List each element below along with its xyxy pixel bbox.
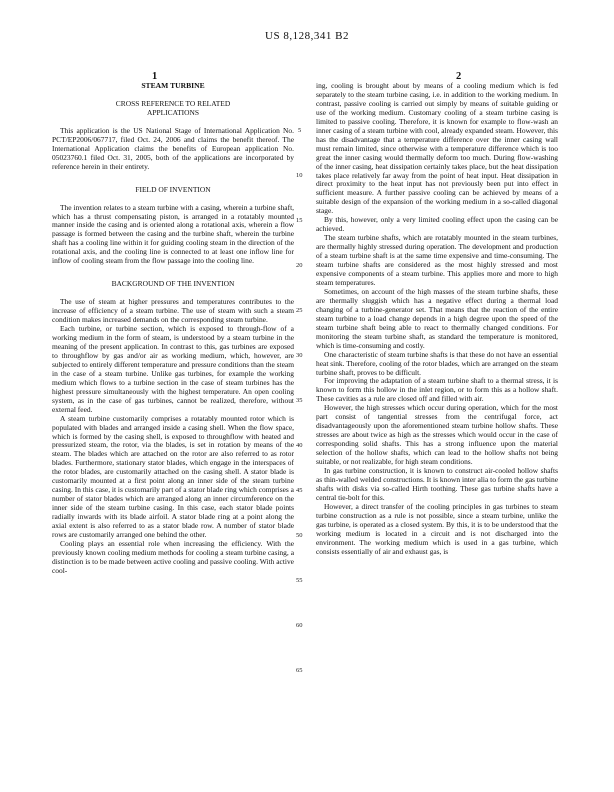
body-paragraph: Sometimes, on account of the high masses of the steam turbine shafts, these are thermally sluggish which has a negative effect during a thermal load changing of a turbine-generator set. That means that the reaction of the entire steam turbine to a load change depends in a high degree upon the speed of the steam turbine shaft being able to react to thermally changed conditions. For monitoring the steam turbine shaft, as standard the temperature is monitored, which is time-consuming and costly.: [316, 286, 558, 350]
line-number: 55: [296, 577, 303, 584]
right-column: [316, 82, 558, 557]
body-paragraph: In gas turbine construction, it is known to construct air-cooled hollow shafts as thin-walled welded constructions. It is known inter alia to form the gas turbine shafts with disks via so-called Hirth toothing. These gas turbine shafts have a central tie-bolt for this.: [316, 465, 558, 502]
field-of-invention-paragraph: The invention relates to a steam turbine with a casing, wherein a turbine shaft, which has a thrust compensating piston, is arranged in a rotatably mounted manner inside the casing and is oriented along a rotational axis, wherein a flow passage is formed between the casing and the turbine shaft, wherein the turbine shaft has a cooling line within it for guiding cooling steam in the direction of the rotational axis, and the cooling line is connected to at least one inflow line for inflow of cooling steam from the flow passage into the cooling line.: [52, 202, 294, 266]
background-heading: BACKGROUND OF THE INVENTION: [111, 279, 235, 289]
body-paragraph: For improving the adaptation of a steam turbine shaft to a thermal stress, it is known to form this hollow in the inlet region, or to form this as a hollow shaft. These cavities as a rule are closed off and filled with air.: [316, 376, 558, 404]
field-of-invention-heading: FIELD OF INVENTION: [135, 184, 211, 194]
body-paragraph: However, a direct transfer of the cooling principles in gas turbines to steam turbine construction as a rule is not possible, since a steam turbine, unlike the gas turbine, is operated as a closed system. By this, it is to be understood that the working medium is located in a circuit and is not discharged into the environment. The working medium which is used in a gas turbine, which consists essentially of air and exhaust gas, is: [316, 501, 558, 556]
patent-number-header: US 8,128,341 B2: [265, 30, 349, 42]
background-paragraph: Each turbine, or turbine section, which is exposed to through-flow of a working medium in the form of steam, is understood by a steam turbine in the meaning of the present application. In contrast to this, gas turbines are exposed to throughflow by gas and/or air as working medium, which, however, are subjected to entirely different temperature and pressure conditions than the steam in the case of a steam turbine. Unlike gas turbines, for example the working medium which flows to a turbine section in the case of steam turbines has the highest pressure simultaneously with the highest temperature. An open cooling system, as in the case of gas turbines, cannot be realized, therefore, without external feed.: [52, 324, 294, 414]
line-number: 60: [296, 622, 303, 629]
column-number-left: 1: [152, 71, 158, 82]
column-number-right: 2: [456, 71, 462, 82]
line-number: 30: [296, 352, 303, 359]
body-paragraph: The steam turbine shafts, which are rotatably mounted in the steam turbines, are thermally highly stressed during operation. The development and production of a steam turbine shaft is at the same time expensive and time-consuming. The steam turbine shafts are considered as the most highly stressed and most expensive components of a steam turbine. This applies more and more to high steam temperatures.: [316, 233, 558, 287]
document-title: STEAM TURBINE: [141, 81, 205, 90]
line-number: 35: [296, 397, 303, 404]
line-number: 25: [296, 307, 303, 314]
body-paragraph: However, the high stresses which occur during operation, which for the most part consist of tangential stresses from the centrifugal force, act disadvantageously upon the aforementioned steam turbine hollow shafts. These stresses are about twice as high as the stresses which would occur in the case of corresponding solid shafts. This has a strong influence upon the material selection of the hollow shafts, which can lead to the hollow shafts not being suitable, or not realizable, for high steam conditions.: [316, 403, 558, 467]
body-paragraph: ing, cooling is brought about by means of a cooling medium which is fed separately to the steam turbine casing, i.e. in addition to the working medium. In contrast, passive cooling is carried out simply by means of suitable guiding or use of the working medium. Customary cooling of a steam turbine casing is limited to passive cooling. Therefore, it is known for example to flow-wash an inner casing of a steam turbine with cool, already expanded steam. However, this has the disadvantage that a temperature difference over the inner casing wall must remain limited, since otherwise with a temperature difference which is too great the inner casing would thermally deform too much. During flow-washing of the inner casing, heat dissipation certainly takes place, but the heat dissipation takes place relatively far away from the point of heat input. Heat dissipation in direct proximity to the heat input has not previously been put into effect in sufficient measure. A further passive cooling can be achieved by means of a suitable design of the expansion of the working medium in a so-called diagonal stage.: [316, 81, 558, 216]
line-number: 50: [296, 532, 303, 539]
body-paragraph: By this, however, only a very limited cooling effect upon the casing can be achieved.: [316, 215, 558, 234]
line-number: 20: [296, 262, 303, 269]
line-number: 15: [296, 217, 303, 224]
left-column: [52, 82, 294, 576]
background-paragraph: Cooling plays an essential role when increasing the efficiency. With the previously known cooling medium methods for cooling a steam turbine casing, a distinction is to be made between active cooling and passive cooling. With active cool-: [52, 538, 294, 575]
line-number: 45: [296, 487, 303, 494]
line-number: 40: [296, 442, 303, 449]
line-number: 5: [298, 127, 302, 134]
cross-reference-paragraph: This application is the US National Stage of International Application No. PCT/EP2006/067717, filed Oct. 24, 2006 and claims the benefit thereof. The International Application claims the benefits of European application No. 05023760.1 filed Oct. 31, 2005, both of the applications are incorporated by reference herein in their entirety.: [52, 125, 294, 171]
line-number: 10: [296, 172, 303, 179]
body-paragraph: One characteristic of steam turbine shafts is that these do not have an essential heat sink. Therefore, cooling of the rotor blades, which are arranged on the steam turbine shaft, proves to be difficult.: [316, 349, 558, 377]
cross-reference-heading: CROSS REFERENCE TO RELATED APPLICATIONS: [115, 98, 231, 117]
line-number: 65: [296, 667, 303, 674]
background-paragraph: A steam turbine customarily comprises a rotatably mounted rotor which is populated with blades and arranged inside a casing shell. When the flow space, which is formed by the casing shell, is exposed to throughflow with heated and pressurized steam, the rotor, via the blades, is set in rotation by means of the steam. The blades which are attached on the rotor are also referred to as rotor blades. Furthermore, stationary stator blades, which engage in the interspaces of the rotor blades, are customarily attached on the casing shell. A stator blade is customarily mounted at a first point along an inner side of the steam turbine casing. In this case, it is customarily part of a stator blade ring which comprises a number of stator blades which are arranged along an inner circumference on the inner side of the steam turbine casing. In this case, each stator blade points radially inwards with its blade airfoil. A stator blade ring at a point along the axial extent is also referred to as a stator blade row. A number of stator blade rows are customarily arranged one behind the other.: [52, 413, 294, 539]
background-paragraph: The use of steam at higher pressures and temperatures contributes to the increase of efficiency of a steam turbine. The use of steam with such a steam condition makes increased demands on the corresponding steam turbine.: [52, 297, 294, 325]
